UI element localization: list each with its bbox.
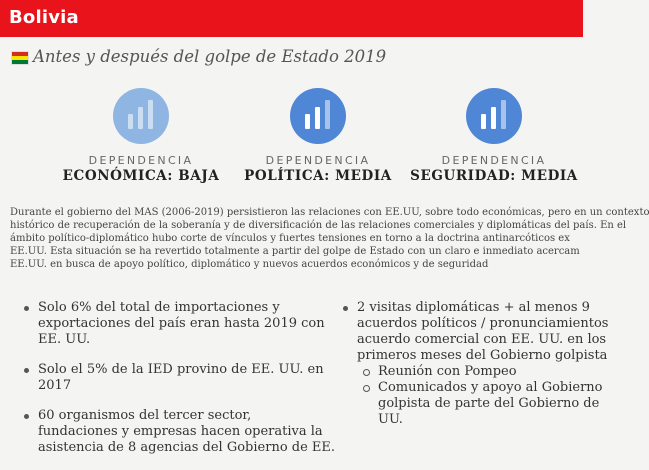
bar-chart-icon bbox=[466, 88, 522, 144]
list-item: Solo 6% del total de importaciones y exportaciones del país eran hasta 2019 con EE. UU. bbox=[21, 300, 321, 348]
sub-list-item: Reunión con Pompeo bbox=[357, 364, 583, 380]
left-column bbox=[21, 300, 336, 470]
indicator-value: SEGURIDAD: MEDIA bbox=[410, 168, 578, 184]
list-item: Solo el 5% de la IED provino de EE. UU. en 2017 bbox=[21, 362, 321, 394]
indicator-value: POLÍTICA: MEDIA bbox=[244, 168, 392, 184]
paragraph-line: Durante el gobierno del MAS (2006-2019) persistieron las relaciones con EE.UU, sobre todo económicas, pero en un contexto bbox=[10, 207, 649, 218]
subtitle: Antes y después del golpe de Estado 2019 bbox=[33, 47, 387, 66]
paragraph-line: histórico de recuperación de la soberanía y de diversificación de las relaciones comerciales y diplomáticas del país. En el bbox=[10, 220, 627, 231]
paragraph-line: ámbito político-diplomático hubo corte de vínculos y fuertes tensiones en torno a la doctrina antinarcóticos ex bbox=[10, 233, 570, 244]
indicator-label: DEPENDENCIA bbox=[441, 154, 547, 167]
summary-paragraph bbox=[10, 206, 649, 271]
bolivia-flag-icon bbox=[11, 51, 29, 65]
paragraph-line: EE.UU. en busca de apoyo político, diplomático y nuevos acuerdos económicos y de seguridad bbox=[10, 259, 489, 270]
list-item: 60 organismos del tercer sector, fundaciones y empresas hacen operativa la asistencia de 8 agencias del Gobierno de EE. bbox=[21, 408, 321, 456]
paragraph-line: EE.UU. Esta situación se ha revertido totalmente a partir del golpe de Estado con un claro e inmediato acercam bbox=[10, 246, 580, 257]
page-title: Bolivia bbox=[9, 7, 79, 28]
indicator-value: ECONÓMICA: BAJA bbox=[62, 168, 220, 184]
indicator-seguridad bbox=[409, 88, 579, 184]
header-bar bbox=[0, 0, 583, 37]
indicator-label: DEPENDENCIA bbox=[88, 154, 194, 167]
indicator-politica bbox=[233, 88, 403, 184]
bar-chart-icon bbox=[113, 88, 169, 144]
indicator-economica bbox=[56, 88, 226, 184]
bar-chart-icon bbox=[290, 88, 346, 144]
indicator-label: DEPENDENCIA bbox=[265, 154, 371, 167]
right-column bbox=[340, 300, 609, 442]
sub-list-item: Comunicados y apoyo al Gobierno golpista de parte del Gobierno de UU. bbox=[357, 380, 583, 428]
list-item: 2 visitas diplomáticas + al menos 9 acuerdos políticos / pronunciamientos acuerdo comercial con EE. UU. en los primeros meses del Gobierno golpista Reunión con Pompeo Comunicados y apoyo al Gobierno golpista de parte del Gobierno de UU. bbox=[340, 300, 583, 428]
